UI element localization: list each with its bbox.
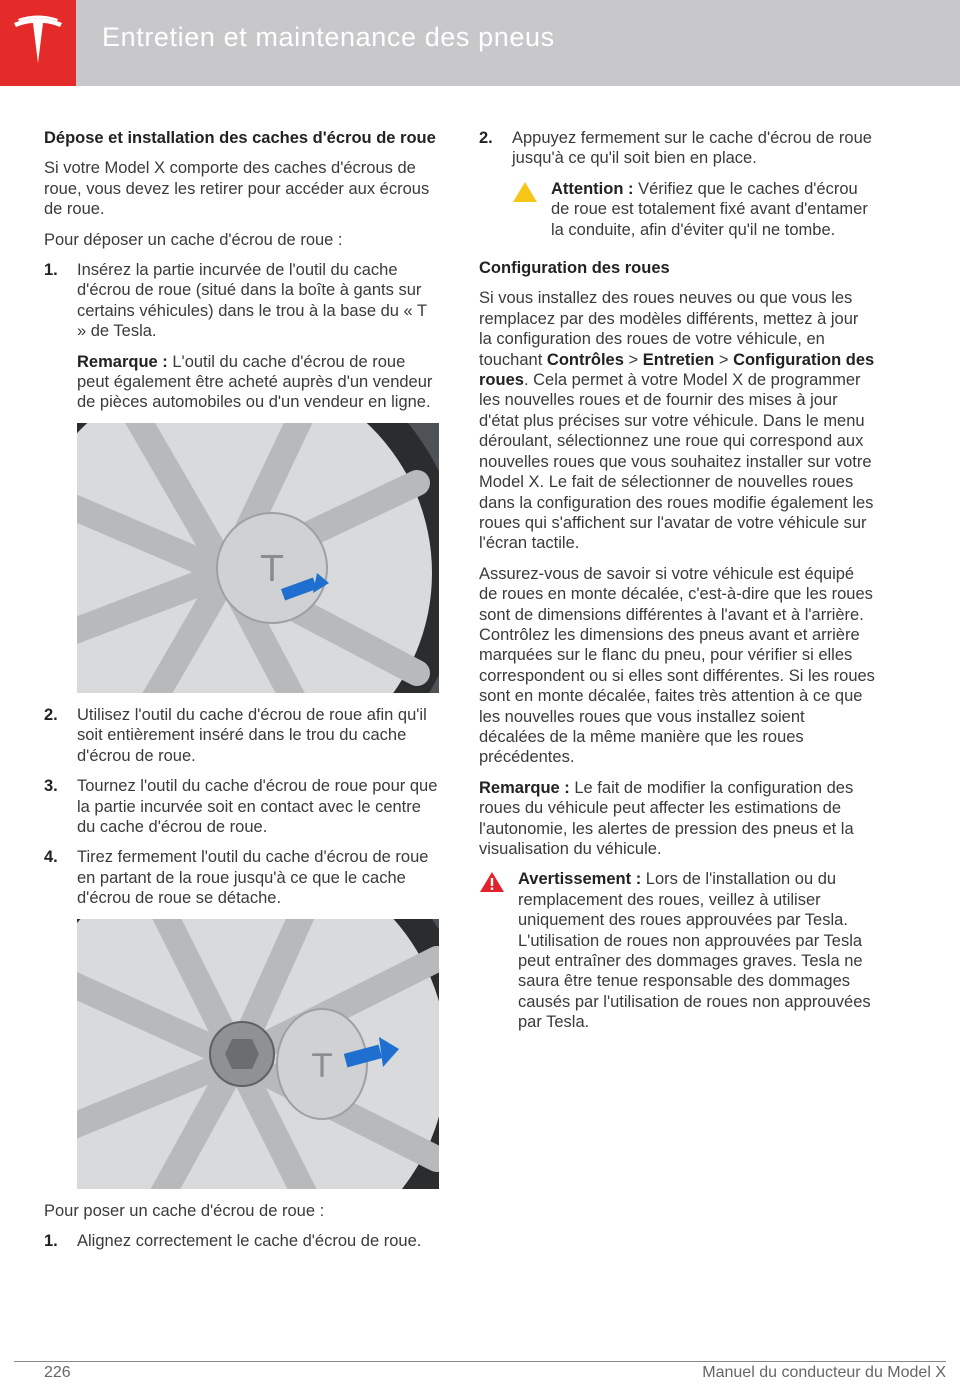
config-paragraph-1	[479, 288, 875, 553]
menu-path-wheel-config: Configuration des roues	[479, 350, 875, 390]
manual-title: Manuel du conducteur du Model X	[702, 1364, 946, 1381]
note-label: Remarque :	[479, 778, 570, 797]
install-step-1	[44, 1231, 438, 1251]
remove-step-2	[44, 705, 438, 766]
wheel-photo-remove-cap	[77, 919, 439, 1189]
warning-text: Lors de l'installation ou du remplacement des roues, veillez à utiliser uniquement des roues approuvées par Tesla. L'utilisation de roues non approuvées par Tesla peut entraîner des dommages graves. Tesla ne saura être tenue responsable des dommages causés par l'utilisation de roues non approuvées par Tesla.	[518, 870, 871, 1032]
svg-text:T: T	[312, 1046, 332, 1085]
page-header	[0, 0, 960, 86]
step-number: 3.	[44, 777, 58, 796]
step-text: Alignez correctement le cache d'écrou de roue.	[77, 1231, 422, 1250]
warning-callout	[479, 869, 875, 1032]
note-text: L'outil du cache d'écrou de roue peut également être acheté auprès d'un vendeur de pièces automobiles ou d'un vendeur en ligne.	[77, 352, 433, 412]
remove-step-4	[44, 847, 438, 908]
config-text: Si vous installez des roues neuves ou que vous les remplacez par des modèles différents, mettez à jour la configuration des roues de votre véhicule, en touchant	[479, 289, 859, 369]
tesla-logo	[0, 0, 76, 86]
step-number: 1.	[44, 1231, 58, 1250]
left-column	[44, 128, 438, 1261]
tesla-t-icon	[10, 15, 66, 71]
attention-block-wrap	[512, 179, 875, 240]
install-step-2	[479, 128, 875, 169]
note	[479, 778, 875, 860]
path-separator: >	[623, 350, 643, 369]
step-text: Utilisez l'outil du cache d'écrou de roue afin qu'il soit entièrement inséré dans le trou du cache d'écrou de roue.	[77, 705, 427, 765]
step-number: 1.	[44, 261, 58, 280]
path-separator: >	[714, 350, 734, 369]
note-text: Le fait de modifier la configuration des roues du véhicule peut affecter les estimations de l'autonomie, les alertes de pression des pneus et la visualisation du véhicule.	[479, 778, 854, 858]
page-title: Entretien et maintenance des pneus	[102, 22, 555, 52]
remove-lead: Pour déposer un cache d'écrou de roue :	[44, 230, 343, 249]
step-number: 2.	[479, 129, 493, 147]
remove-step-1	[44, 260, 438, 342]
svg-text:T: T	[261, 548, 283, 590]
attention-text: Vérifiez que le caches d'écrou de roue est totalement fixé avant d'entamer la conduite, afin d'éviter qu'il ne tombe.	[551, 179, 868, 239]
intro-paragraph: Si votre Model X comporte des caches d'écrous de roue, vous devez les retirer pour accéder aux écrous de roue.	[44, 159, 430, 219]
warning-label: Avertissement :	[518, 870, 642, 889]
step-text: Tournez l'outil du cache d'écrou de roue pour que la partie incurvée soit en contact avec le centre du cache d'écrou de roue.	[77, 777, 438, 836]
step-text: Tirez fermement l'outil du cache d'écrou de roue en partant de la roue jusqu'à ce que le cache d'écrou de roue se détache.	[77, 848, 429, 908]
step-number: 4.	[44, 848, 58, 867]
attention-label: Attention :	[551, 179, 634, 198]
config-text: . Cela permet à votre Model X de programmer les nouvelles roues et de fournir des mises à jour d'état plus précises sur votre véhicule. Dans le menu déroulant, sélectionnez une roue qui correspond aux nouvelles roues que vous souhaitez installer sur votre Model X. Le fait de sélectionner de nouvelles roues dans la configuration des roues modifie également les roues qui s'affichent sur l'avatar de votre véhicule sur l'écran tactile.	[479, 371, 874, 553]
right-column	[479, 128, 875, 1047]
warning-icon	[479, 871, 505, 893]
remove-step-3	[44, 776, 438, 837]
caution-icon	[512, 181, 538, 203]
config-heading: Configuration des roues	[479, 259, 670, 278]
config-paragraph-2: Assurez-vous de savoir si votre véhicule est équipé de roues en monte décalée, c'est-à-dire que les roues sont de dimensions différentes à l'avant et à l'arrière. Contrôlez les dimensions des pneus avant et arrière marquées sur le flanc du pneu, pour vérifier si elles correspondent ou si elles sont différentes. Si les roues sont en monte décalée, faites très attention à ce que les nouvelles roues que vous installez soient décalées de la même manière que les roues précédentes.	[479, 564, 875, 767]
attention-callout	[512, 179, 875, 240]
install-lead: Pour poser un cache d'écrou de roue :	[44, 1201, 325, 1220]
menu-path-controls: Contrôles	[546, 350, 624, 369]
section-heading: Dépose et installation des caches d'écrou de roue	[44, 129, 436, 147]
step-number: 2.	[44, 705, 58, 724]
footer-divider	[14, 1361, 946, 1362]
wheel-photo-insert-tool	[77, 423, 439, 693]
step-text: Appuyez fermement sur le cache d'écrou de roue jusqu'à ce qu'il soit bien en place.	[512, 129, 872, 168]
note-label: Remarque :	[77, 352, 168, 371]
step-text: Insérez la partie incurvée de l'outil du cache d'écrou de roue (situé dans la boîte à gants sur certains véhicules) dans le trou à la base du « T » de Tesla.	[77, 261, 427, 341]
menu-path-service: Entretien	[642, 350, 715, 369]
note	[77, 352, 438, 413]
page-number: 226	[44, 1364, 71, 1381]
